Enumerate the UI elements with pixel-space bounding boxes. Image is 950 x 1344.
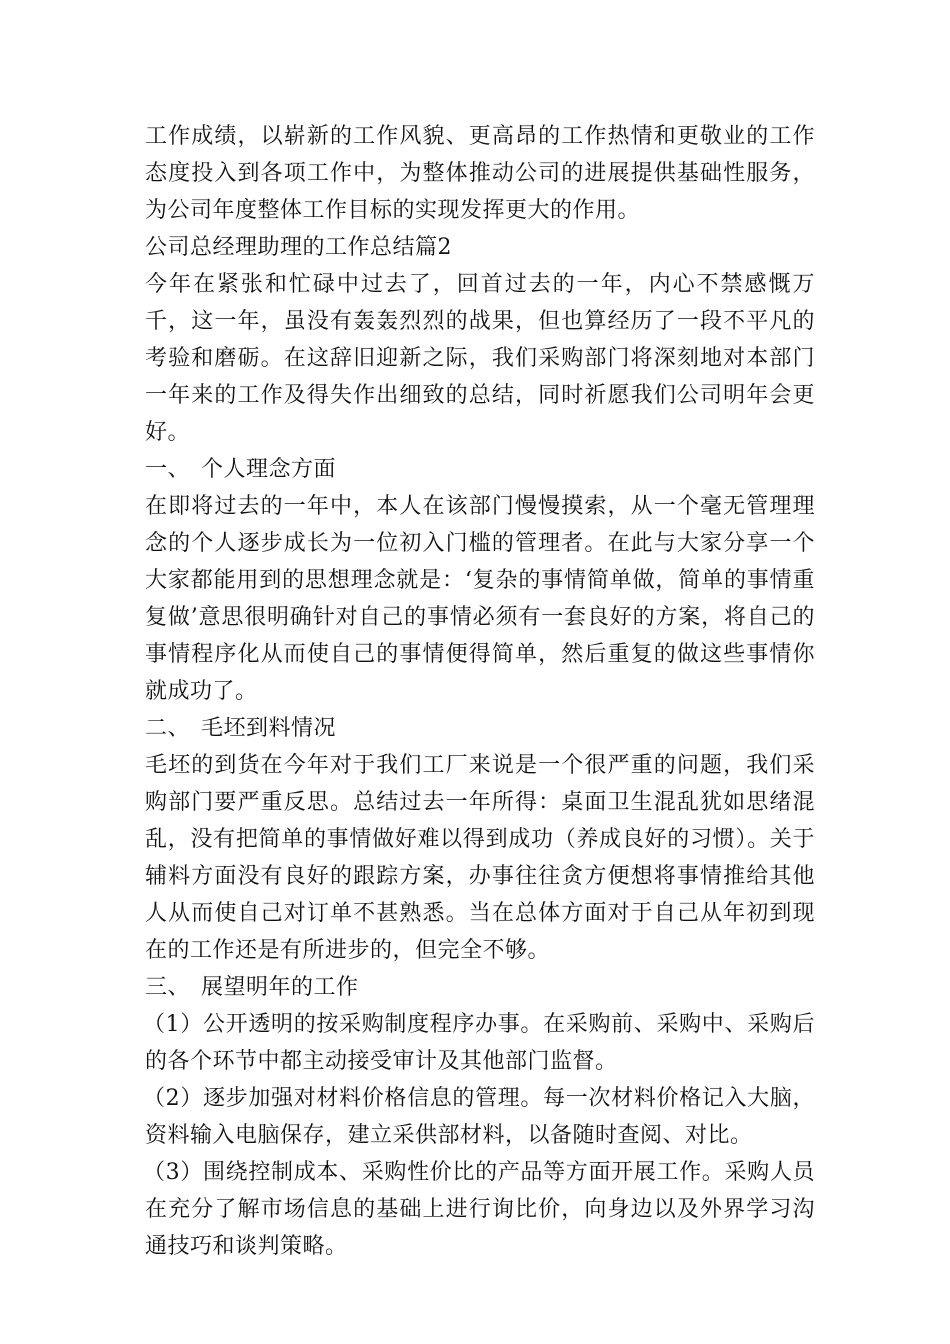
section-body-2: 毛坯的到货在今年对于我们工厂来说是一个很严重的问题，我们采购部门要严重反思。总结过去一年所得：桌面卫生混乱犹如思绪混乱，没有把简单的事情做好难以得到成功（养成良好的习惯）。关于辅料方面没有良好的跟踪方案，办事往往贪方便想将事情推给其他人从而使自己对订单不甚熟悉。当在总体方面对于自己从年初到现在的工作还是有所进步的，但完全不够。 [145, 753, 815, 963]
section-body-1: 在即将过去的一年中，本人在该部门慢慢摸索，从一个毫无管理理念的个人逐步成长为一位初入门槛的管理者。在此与大家分享一个大家都能用到的思想理念就是：‘复杂的事情简单做，简单的事情重复做’意思很明确针对自己的事情必须有一套良好的方案，将自己的事情程序化从而使自己的事情便得简单，然后重复的做这些事情你就成功了。 [145, 494, 815, 704]
paragraph-opening: 今年在紧张和忙碌中过去了，回首过去的一年，内心不禁感慨万千，这一年，虽没有轰轰烈烈的战果，但也算经历了一段不平凡的考验和磨砺。在这辞旧迎新之际，我们采购部门将深刻地对本部门一年来的工作及得失作出细致的总结，同时祈愿我们公司明年会更好。 [145, 272, 815, 445]
list-item-2: （2）逐步加强对材料价格信息的管理。每一次材料价格记入大脑，资料输入电脑保存，建立采供部材料，以备随时查阅、对比。 [143, 1086, 815, 1148]
list-item-1: （1）公开透明的按采购制度程序办事。在采购前、采购中、采购后的各个环节中都主动接受审计及其他部门监督。 [143, 1012, 815, 1074]
section-title-3: 展望明年的工作 [201, 975, 359, 1000]
section-title-2: 毛坯到料情况 [201, 716, 337, 741]
section-title-1: 个人理念方面 [201, 457, 337, 482]
list-item-3: （3）围绕控制成本、采购性价比的产品等方面开展工作。采购人员在充分了解市场信息的基础上进行询比价，向身边以及外界学习沟通技巧和谈判策略。 [143, 1160, 815, 1259]
section-heading-2 [145, 710, 815, 747]
section-number-3: 三、 [145, 975, 191, 1000]
document-page [145, 118, 815, 1265]
section-number-2: 二、 [145, 716, 191, 741]
document-title: 公司总经理助理的工作总结篇2 [145, 235, 452, 260]
paragraph-intro-tail: 工作成绩，以崭新的工作风貌、更高昂的工作热情和更敬业的工作态度投入到各项工作中，为整体推动公司的进展提供基础性服务，为公司年度整体工作目标的实现发挥更大的作用。 [145, 124, 815, 223]
section-heading-3 [145, 969, 815, 1006]
section-heading-1 [145, 451, 815, 488]
section-number-1: 一、 [145, 457, 191, 482]
